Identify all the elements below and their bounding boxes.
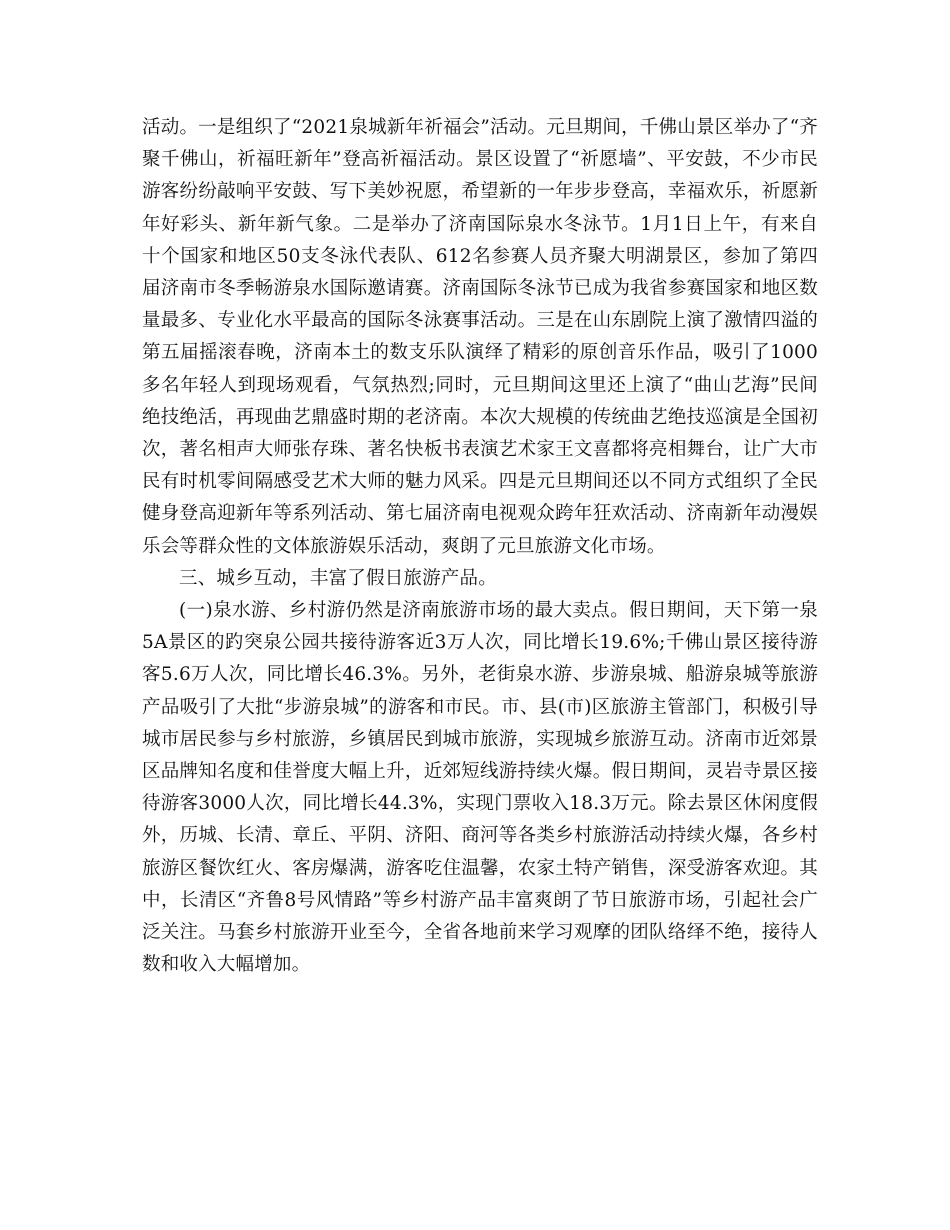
paragraph-spring-rural-tourism: (一)泉水游、乡村游仍然是济南旅游市场的最大卖点。假日期间，天下第一泉5A景区的趵突泉公园共接待游客近3万人次，同比增长19.6%;千佛山景区接待游客5.6万人次，同比增长46.3%。另外，老街泉水游、步游泉城、船游泉城等旅游产品吸引了大批“步游泉城”的游客和市民。市、县(市)区旅游主管部门，积极引导城市居民参与乡村旅游，乡镇居民到城市旅游，实现城乡旅游互动。济南市近郊景区品牌知名度和佳誉度大幅上升，近郊短线游持续火爆。假日期间，灵岩寺景区接待游客3000人次，同比增长44.3%，实现门票收入18.3万元。除去景区休闲度假外，历城、长清、章丘、平阴、济阳、商河等各类乡村旅游活动持续火爆，各乡村旅游区餐饮红火、客房爆满，游客吃住温馨，农家土特产销售，深受游客欢迎。其中，长清区“齐鲁8号风情路”等乡村游产品丰富爽朗了节日旅游市场，引起社会广泛关注。马套乡村旅游开业至今，全省各地前来学习观摩的团队络绎不绝，接待人数和收入大幅增加。 — [142, 600, 818, 976]
document-body — [142, 112, 818, 981]
paragraph-activities: 活动。一是组织了“2021泉城新年祈福会”活动。元旦期间，千佛山景区举办了“齐聚千佛山，祈福旺新年”登高祈福活动。景区设置了“祈愿墙”、平安鼓，不少市民游客纷纷敲响平安鼓、写下美妙祝愿，希望新的一年步步登高，幸福欢乐，祈愿新年好彩头、新年新气象。二是举办了济南国际泉水冬泳节。1月1日上午，有来自十个国家和地区50支冬泳代表队、612名参赛人员齐聚大明湖景区，参加了第四届济南市冬季畅游泉水国际邀请赛。济南国际冬泳节已成为我省参赛国家和地区数量最多、专业化水平最高的国际冬泳赛事活动。三是在山东剧院上演了激情四溢的第五届摇滚春晚，济南本土的数支乐队演绎了精彩的原创音乐作品，吸引了1000多名年轻人到现场观看，气氛热烈;同时，元旦期间这里还上演了“曲山艺海”民间绝技绝活，再现曲艺鼎盛时期的老济南。本次大规模的传统曲艺绝技巡演是全国初次，著名相声大师张存珠、著名快板书表演艺术家王文喜都将亮相舞台，让广大市民有时机零间隔感受艺术大师的魅力风采。四是元旦期间还以不同方式组织了全民健身登高迎新年等系列活动、第七届济南电视观众跨年狂欢活动、济南新年动漫娱乐会等群众性的文体旅游娱乐活动，爽朗了元旦旅游文化市场。 — [142, 117, 818, 557]
section-heading-urban-rural: 三、城乡互动，丰富了假日旅游产品。 — [179, 567, 497, 589]
